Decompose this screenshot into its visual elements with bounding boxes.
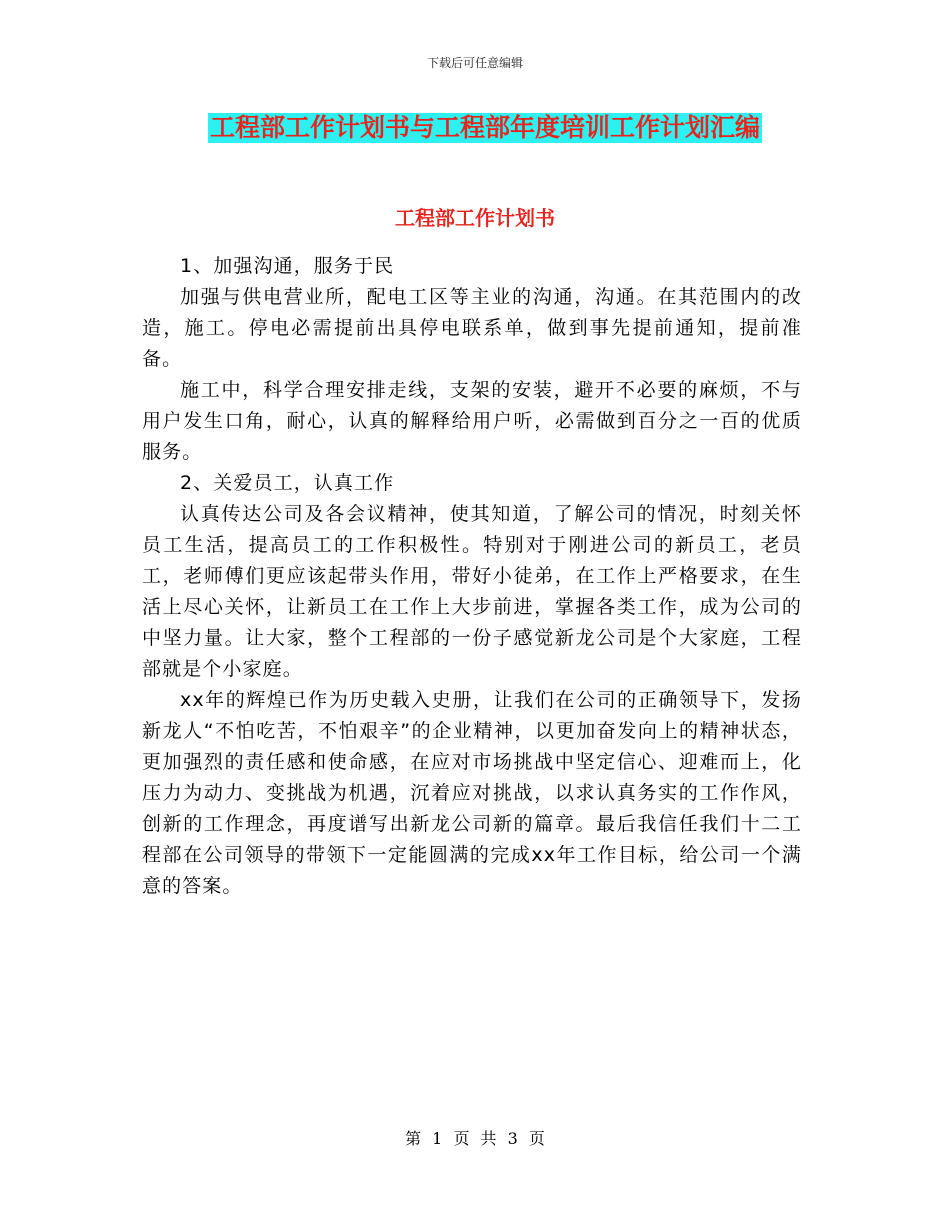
paragraph: 认真传达公司及各会议精神，使其知道，了解公司的情况，时刻关怀员工生活，提高员工的工作积极性。特别对于刚进公司的新员工，老员工，老师傅们更应该起带头作用，带好小徒弟，在工作上严格要求，在生活上尽心关怀，让新员工在工作上大步前进，掌握各类工作，成为公司的中坚力量。让大家，整个工程部的一份子感觉新龙公司是个大家庭，工程部就是个小家庭。: [142, 503, 802, 680]
document-title: 工程部工作计划书与工程部年度培训工作计划汇编: [210, 113, 761, 142]
page-header-note: 下载后可任意编辑: [426, 56, 523, 70]
section-title: 工程部工作计划书: [395, 206, 555, 230]
paragraph: 加强与供电营业所，配电工区等主业的沟通，沟通。在其范围内的改造，施工。停电必需提前出具停电联系单，做到事先提前通知，提前准备。: [142, 286, 802, 370]
paragraph-heading-2: 2、关爱员工，认真工作: [180, 472, 395, 494]
paragraph-heading-1: 1、加强沟通，服务于民: [180, 255, 395, 277]
page-number-footer: 第 1 页 共 3 页: [405, 1129, 545, 1148]
document-body: [142, 251, 802, 902]
paragraph: xx年的辉煌已作为历史载入史册，让我们在公司的正确领导下，发扬新龙人“不怕吃苦，不怕艰辛”的企业精神，以更加奋发向上的精神状态，更加强烈的责任感和使命感，在应对市场挑战中坚定信心、迎难而上，化压力为动力、变挑战为机遇，沉着应对挑战，以求认真务实的工作作风，创新的工作理念，再度谱写出新龙公司新的篇章。最后我信任我们十二工程部在公司领导的带领下一定能圆满的完成xx年工作目标，给公司一个满意的答案。: [142, 689, 802, 897]
paragraph: 施工中，科学合理安排走线，支架的安装，避开不必要的麻烦，不与用户发生口角，耐心，认真的解释给用户听，必需做到百分之一百的优质服务。: [142, 379, 802, 463]
